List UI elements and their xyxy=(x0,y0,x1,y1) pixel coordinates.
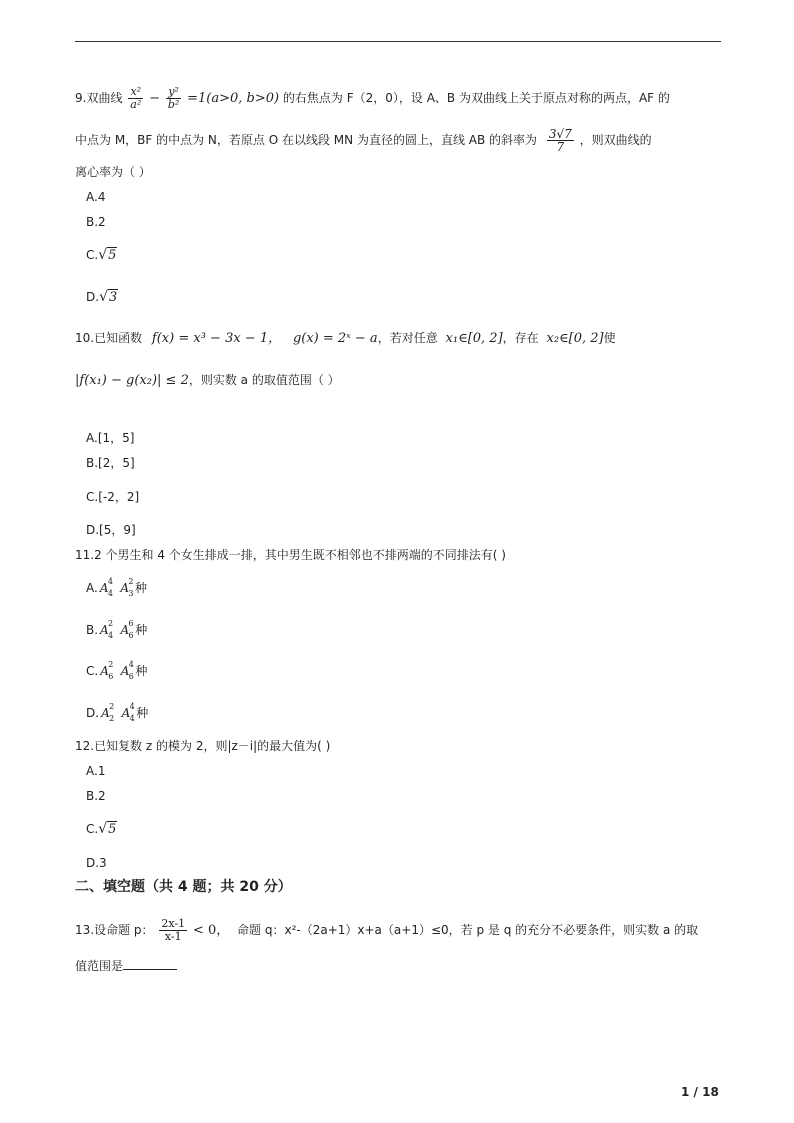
option-11-a[interactable]: A. A 4 4 A 2 3 种 xyxy=(86,577,147,598)
hyperbola-condition: =1(a>0, b>0) xyxy=(187,91,280,106)
function-f: f(x) = x³ − 3x − 1， xyxy=(151,331,282,346)
question-11-text: 11.2 个男生和 4 个女生排成一排，其中男生既不相邻也不排两端的不同排法有( ) xyxy=(75,548,506,562)
question-13-number: 13.设命题 p： xyxy=(75,923,154,937)
question-10-line-2 xyxy=(75,370,340,391)
permutation-1: A 2 4 xyxy=(100,619,114,640)
hyperbola-x-term: $\frac{\text{x²}}{\text{a²}}$ xyxy=(130,85,142,111)
permutation-2: A 6 6 xyxy=(120,619,134,640)
option-10-b[interactable]: B.[2，5] xyxy=(86,456,135,470)
sqrt-symbol: √5 xyxy=(98,821,117,837)
question-9-line-3 xyxy=(75,162,151,182)
question-10-text-tail: 使 xyxy=(603,331,616,345)
permutation-1: A 4 4 xyxy=(99,577,113,598)
question-13-text-1: 命题 q：x²-（2a+1）x+a（a+1）≤0，若 p 是 q 的充分不必要条件，则实数 a 的取 xyxy=(237,923,699,937)
question-10-text-exist: ，存在 xyxy=(502,331,539,345)
option-11-b[interactable]: B. A 2 4 A 6 6 种 xyxy=(86,619,148,640)
question-9-text-2: 中点为 M，BF 的中点为 N，若原点 O 在以线段 MN 为直径的圆上，直线 AB 的斜率为 xyxy=(75,133,538,147)
question-10-number: 10.已知函数 xyxy=(75,331,143,345)
sqrt-symbol: √5 xyxy=(98,247,117,263)
permutation-2: A 4 6 xyxy=(120,660,134,681)
question-10-text-mid: ，若对任意 xyxy=(377,331,438,345)
question-10-text-2: ，则实数 a 的取值范围（ ） xyxy=(188,373,340,387)
option-12-b[interactable]: B.2 xyxy=(86,789,106,803)
sqrt-symbol: √3 xyxy=(99,289,118,305)
question-13-line-1 xyxy=(75,918,698,943)
permutation-1: A 2 6 xyxy=(100,660,114,681)
option-9-d[interactable]: D.√3 xyxy=(86,289,118,305)
option-9-b[interactable]: B.2 xyxy=(86,215,106,229)
hyperbola-y-term: $\frac{\text{y²}}{\text{b²}}$ xyxy=(167,85,180,111)
question-10-line-1 xyxy=(75,328,616,349)
function-g: g(x) = 2ˣ − a xyxy=(292,331,378,346)
option-11-d[interactable]: D. A 2 2 A 4 4 种 xyxy=(86,702,149,723)
slope-fraction: $\frac{3√7}{7}$ xyxy=(548,127,572,154)
question-9-line-2 xyxy=(75,128,652,153)
question-9-line-1 xyxy=(75,86,670,111)
question-12-text: 12.已知复数 z 的模为 2，则|z－i|的最大值为( ) xyxy=(75,739,331,753)
option-12-a[interactable]: A.1 xyxy=(86,764,106,778)
x2-domain: x₂∈[0, 2] xyxy=(546,331,604,346)
header-rule xyxy=(75,41,721,42)
option-12-d[interactable]: D.3 xyxy=(86,856,107,870)
permutation-2: A 2 3 xyxy=(120,577,134,598)
question-13-text-2: 值范围是 xyxy=(75,959,124,973)
question-11-line-1 xyxy=(75,545,506,565)
option-11-c[interactable]: C. A 2 6 A 4 6 种 xyxy=(86,660,148,681)
p-fraction: $\frac{2x-1}{x-1}$ xyxy=(161,917,186,943)
section-heading: 二、填空题（共 4 题；共 20 分） xyxy=(75,879,292,895)
question-12-line-1 xyxy=(75,736,330,756)
minus-sign: − xyxy=(149,91,160,106)
option-10-a[interactable]: A.[1，5] xyxy=(86,431,135,445)
question-9-text-1: 的右焦点为 F（2，0），设 A、B 为双曲线上关于原点对称的两点，AF 的 xyxy=(282,91,670,105)
question-9-text-3: 离心率为（ ） xyxy=(75,165,151,179)
question-13-line-2 xyxy=(75,956,177,976)
permutation-1: A 2 2 xyxy=(101,702,115,723)
option-9-a[interactable]: A.4 xyxy=(86,190,106,204)
option-9-c[interactable]: C.√5 xyxy=(86,247,117,263)
x1-domain: x₁∈[0, 2] xyxy=(445,331,503,346)
inequality: |f(x₁) − g(x₂)| ≤ 2 xyxy=(75,373,189,388)
permutation-2: A 4 4 xyxy=(121,702,135,723)
less-than-zero: < 0， xyxy=(192,923,230,938)
option-10-d[interactable]: D.[5，9] xyxy=(86,523,136,537)
question-9-number: 9.双曲线 xyxy=(75,91,123,105)
answer-blank[interactable] xyxy=(123,958,177,970)
page-number: 1 / 18 xyxy=(681,1085,719,1099)
option-10-c[interactable]: C.[-2，2] xyxy=(86,490,140,504)
question-9-text-2-tail: ，则双曲线的 xyxy=(579,133,652,147)
option-12-c[interactable]: C.√5 xyxy=(86,821,117,837)
